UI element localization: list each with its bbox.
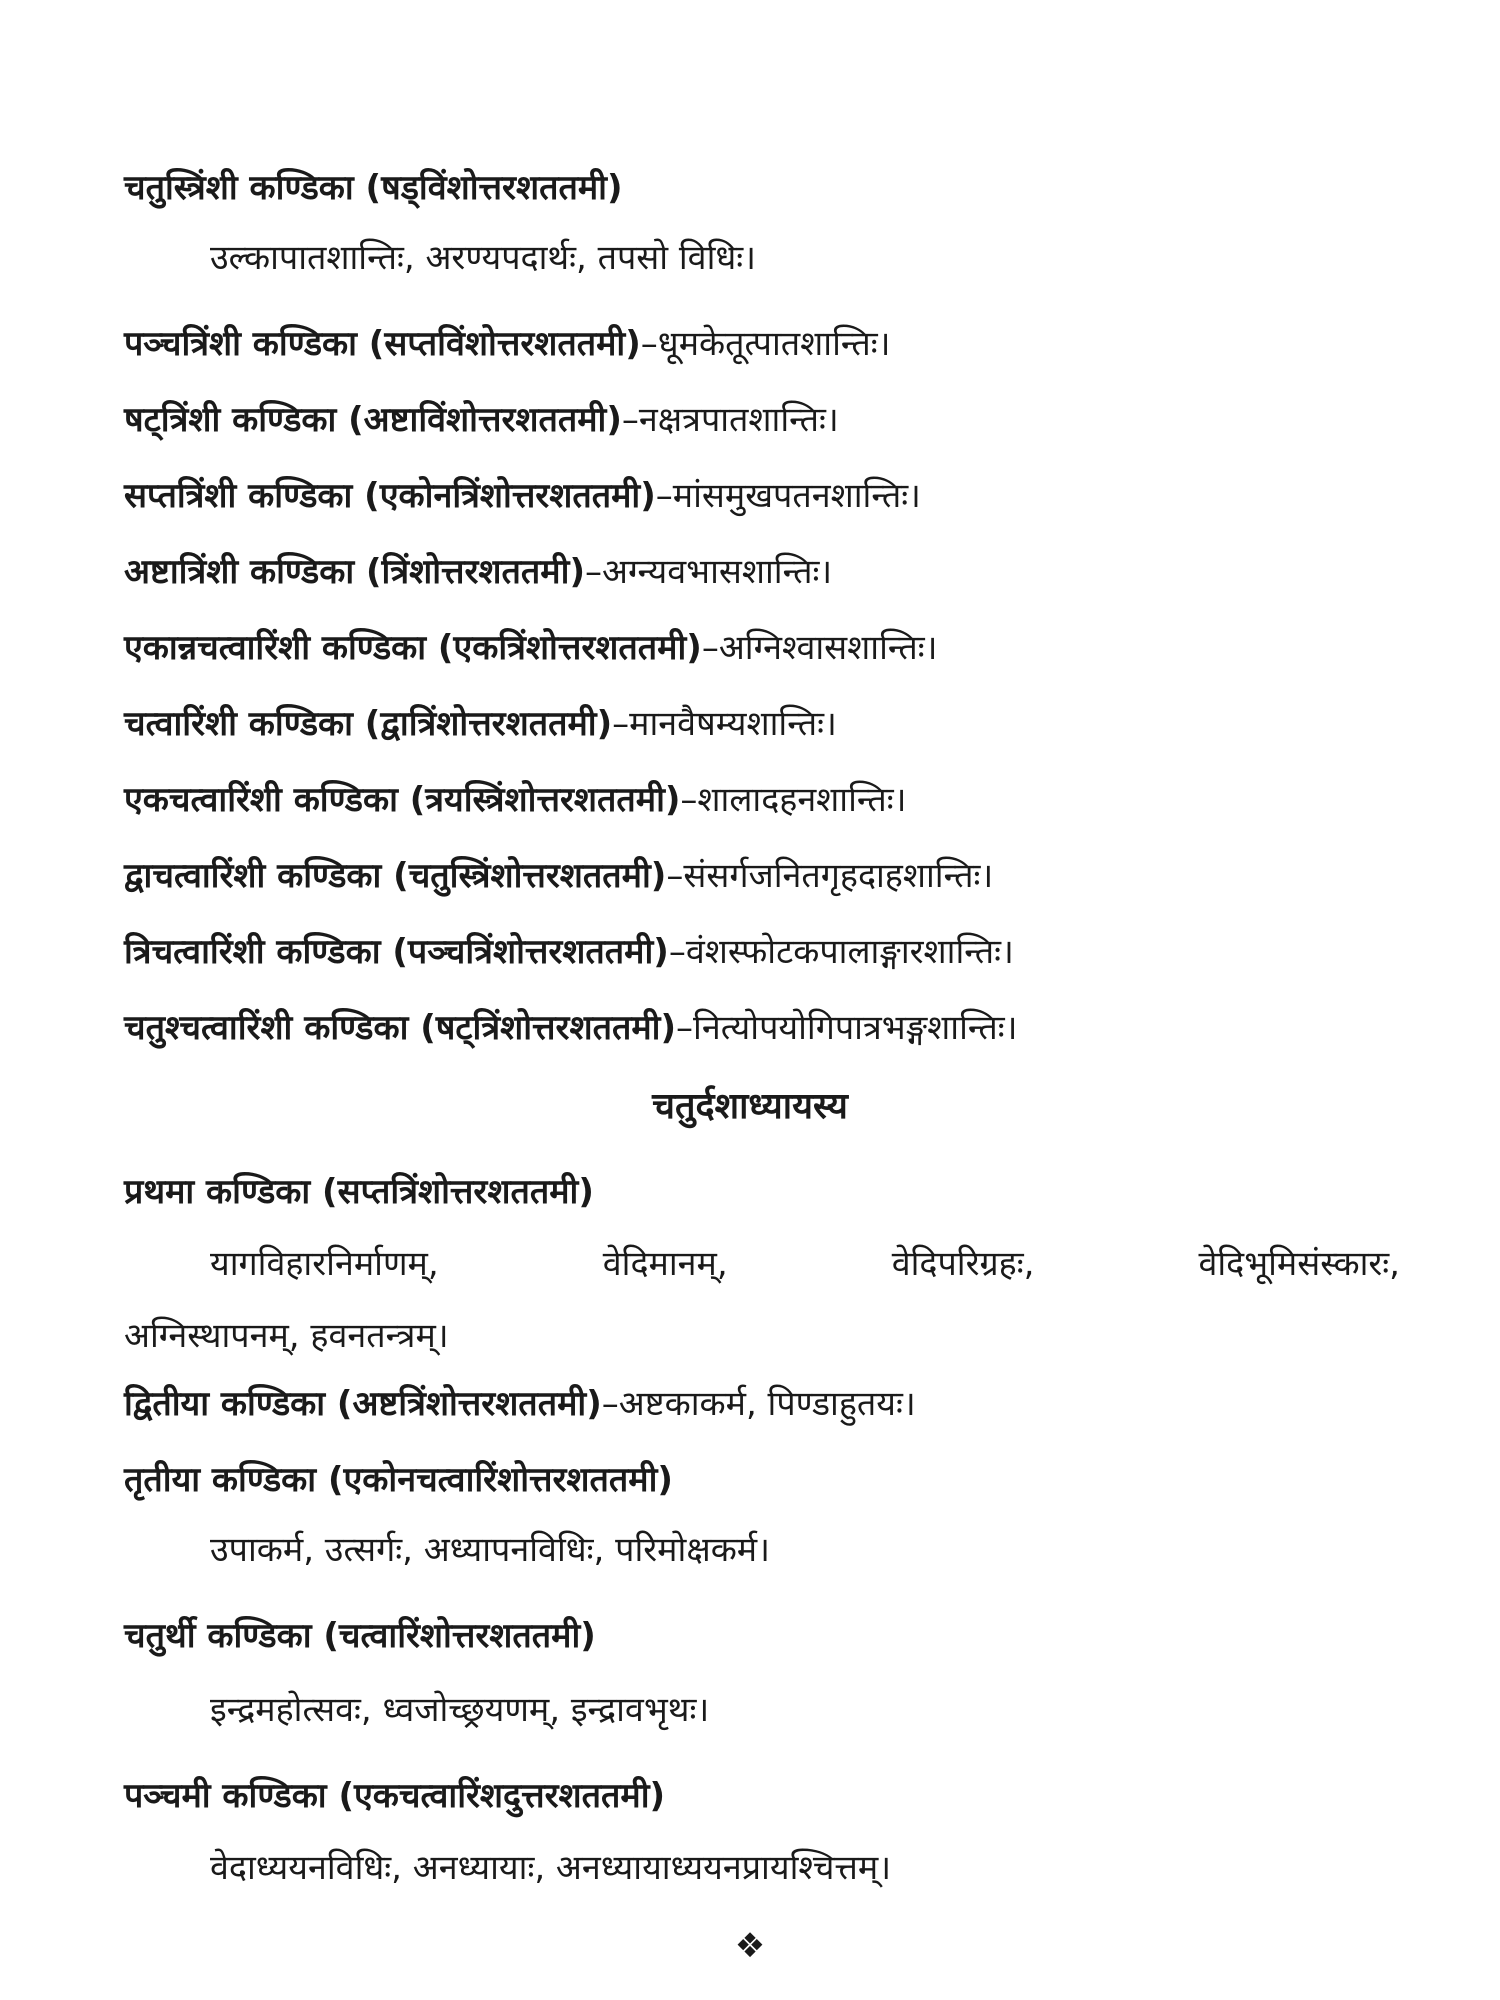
section-title: चतुर्दशाध्यायस्य: [652, 1086, 848, 1127]
kandika-heading: तृतीया कण्डिका (एकोनचत्वारिंशोत्तरशततमी): [124, 1460, 673, 1500]
kandika-contents: वेदाध्ययनविधिः, अनध्यायाः, अनध्यायाध्ययनप्रायश्चित्तम्।: [210, 1848, 892, 1888]
kandika-description: संसर्गजनितगृहदाहशान्तिः।: [683, 856, 994, 896]
ornament-icon: ❖: [734, 1926, 766, 1966]
dash-separator: –: [680, 780, 698, 820]
kandika-heading: अष्टात्रिंशी कण्डिका (त्रिंशोत्तरशततमी): [124, 552, 585, 592]
contents-word: वेदिभूमिसंस्कारः,: [1198, 1244, 1400, 1284]
kandika-entry: [124, 1774, 1400, 1818]
dash-separator: –: [601, 1384, 619, 1424]
contents-line: अग्निस्थापनम्, हवनतन्त्रम्।: [124, 1316, 449, 1356]
kandika-entry: [124, 550, 1400, 594]
kandika-description: धूमकेतूत्पातशान्तिः।: [657, 324, 891, 364]
kandika-heading: एकचत्वारिंशी कण्डिका (त्रयस्त्रिंशोत्तरशततमी): [124, 780, 681, 820]
dash-separator: –: [612, 704, 630, 744]
kandika-entry: [124, 398, 1400, 442]
dash-separator: –: [621, 400, 639, 440]
kandika-entry: [124, 930, 1400, 974]
kandika-heading: षट्त्रिंशी कण्डिका (अष्टाविंशोत्तरशततमी): [124, 400, 622, 440]
contents-word: वेदिमानम्,: [602, 1244, 728, 1284]
kandika-description: वंशस्फोटकपालाङ्गारशान्तिः।: [685, 932, 1014, 972]
dash-separator: –: [676, 1008, 694, 1048]
kandika-description: नित्योपयोगिपात्रभङ्गशान्तिः।: [693, 1008, 1018, 1048]
kandika-heading: चतुर्थी कण्डिका (चत्वारिंशोत्तरशततमी): [124, 1616, 596, 1656]
kandika-description: नक्षत्रपातशान्तिः।: [638, 400, 839, 440]
kandika-heading: प्रथमा कण्डिका (सप्तत्रिंशोत्तरशततमी): [124, 1172, 594, 1212]
kandika-heading: चत्वारिंशी कण्डिका (द्वात्रिंशोत्तरशततमी): [124, 704, 613, 744]
kandika-heading: पञ्चत्रिंशी कण्डिका (सप्तविंशोत्तरशततमी): [124, 324, 641, 364]
kandika-heading: द्वाचत्वारिंशी कण्डिका (चतुस्त्रिंशोत्तरशततमी): [124, 856, 667, 896]
kandika-entry: [124, 166, 1400, 210]
kandika-description: अष्टकाकर्म, पिण्डाहुतयः।: [618, 1384, 916, 1424]
kandika-description: अग्निश्वासशान्तिः।: [718, 628, 938, 668]
dash-separator: –: [584, 552, 602, 592]
kandika-entry: [124, 778, 1400, 822]
kandika-entry: [124, 1006, 1400, 1050]
kandika-description: अग्न्यवभासशान्तिः।: [601, 552, 833, 592]
kandika-description: मांसमुखपतनशान्तिः।: [672, 476, 921, 516]
kandika-entry: [124, 1458, 1400, 1502]
contents-line: [124, 1228, 1400, 1300]
contents-word: वेदिपरिग्रहः,: [891, 1244, 1035, 1284]
kandika-heading: त्रिचत्वारिंशी कण्डिका (पञ्चत्रिंशोत्तरशततमी): [124, 932, 669, 972]
kandika-entry: [124, 1382, 1400, 1426]
dash-separator: –: [666, 856, 684, 896]
kandika-heading: चतुश्चत्वारिंशी कण्डिका (षट्त्रिंशोत्तरशततमी): [124, 1008, 677, 1048]
dash-separator: –: [668, 932, 686, 972]
kandika-entry: [124, 322, 1400, 366]
kandika-heading: सप्तत्रिंशी कण्डिका (एकोनत्रिंशोत्तरशततमी): [124, 476, 656, 516]
kandika-entry: [124, 854, 1400, 898]
kandika-entry: [124, 626, 1400, 670]
contents-word: यागविहारनिर्माणम्,: [210, 1244, 439, 1284]
dash-separator: –: [655, 476, 673, 516]
kandika-contents: इन्द्रमहोत्सवः, ध्वजोच्छ्रयणम्, इन्द्रावभृथः।: [210, 1690, 710, 1730]
kandika-heading: द्वितीया कण्डिका (अष्टत्रिंशोत्तरशततमी): [124, 1384, 602, 1424]
kandika-heading: एकान्नचत्वारिंशी कण्डिका (एकत्रिंशोत्तरशततमी): [124, 628, 702, 668]
kandika-description: मानवैषम्यशान्तिः।: [629, 704, 837, 744]
kandika-heading: पञ्चमी कण्डिका (एकचत्वारिंशदुत्तरशततमी): [124, 1776, 666, 1816]
kandika-entry: [124, 702, 1400, 746]
kandika-entry: [124, 1170, 1400, 1214]
dash-separator: –: [701, 628, 719, 668]
kandika-heading: चतुस्त्रिंशी कण्डिका (षड्विंशोत्तरशततमी): [124, 168, 623, 208]
kandika-description: शालादहनशान्तिः।: [697, 780, 907, 820]
kandika-contents: उल्कापातशान्तिः, अरण्यपदार्थः, तपसो विधिः।: [210, 238, 757, 278]
kandika-contents: [124, 1228, 1400, 1372]
kandika-entry: [124, 474, 1400, 518]
kandika-entry: [124, 1614, 1400, 1658]
kandika-contents: उपाकर्म, उत्सर्गः, अध्यापनविधिः, परिमोक्षकर्म।: [210, 1530, 771, 1570]
dash-separator: –: [640, 324, 658, 364]
